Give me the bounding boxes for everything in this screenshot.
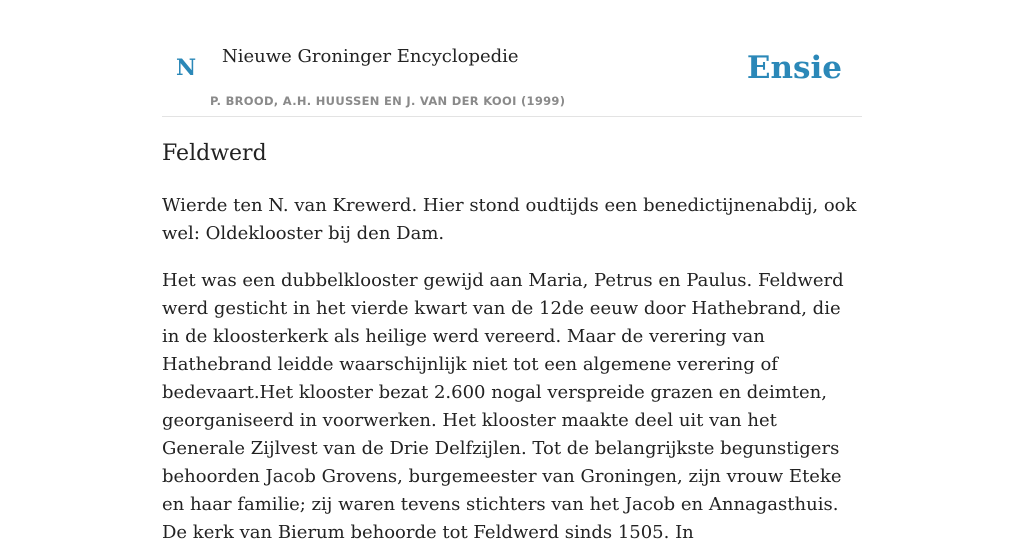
header [162,0,862,117]
authors-line: P. BROOD, A.H. HUUSSEN EN J. VAN DER KOOI (1999) [210,94,566,108]
article-paragraph: Wierde ten N. van Krewerd. Hier stond oudtijds een benedictijnenabdij, ook wel: Oldeklooster bij den Dam. [162,195,857,244]
article-title: Feldwerd [162,141,267,166]
article [162,136,862,547]
work-title[interactable]: Nieuwe Groninger Encyclopedie [222,46,519,67]
article-paragraph: Het was een dubbelklooster gewijd aan Maria, Petrus en Paulus. Feldwerd werd gesticht in het vierde kwart van de 12de eeuw door Hathebrand, die in de kloosterkerk als heilige werd vereerd. Maar de verering van Hathebrand leidde waarschijnlijk niet tot een algemene verering of bedevaart.Het klooster bezat 2.600 nogal verspreide grazen en deimten, georganiseerd in voorwerken. Het klooster maakte deel uit van het Generale Zijlvest van de Drie Delfzijlen. Tot de belangrijkste begunstigers behoorden Jacob Grovens, burgemeester van Groningen, zijn vrouw Eteke en haar familie; zij waren tevens stichters van het Jacob en Annagasthuis. De kerk van Bierum behoorde tot Feldwerd sinds 1505. In [162,270,844,543]
ensie-logo-link[interactable]: Ensie [746,50,842,86]
encyclopedia-logo[interactable]: N [176,55,197,81]
